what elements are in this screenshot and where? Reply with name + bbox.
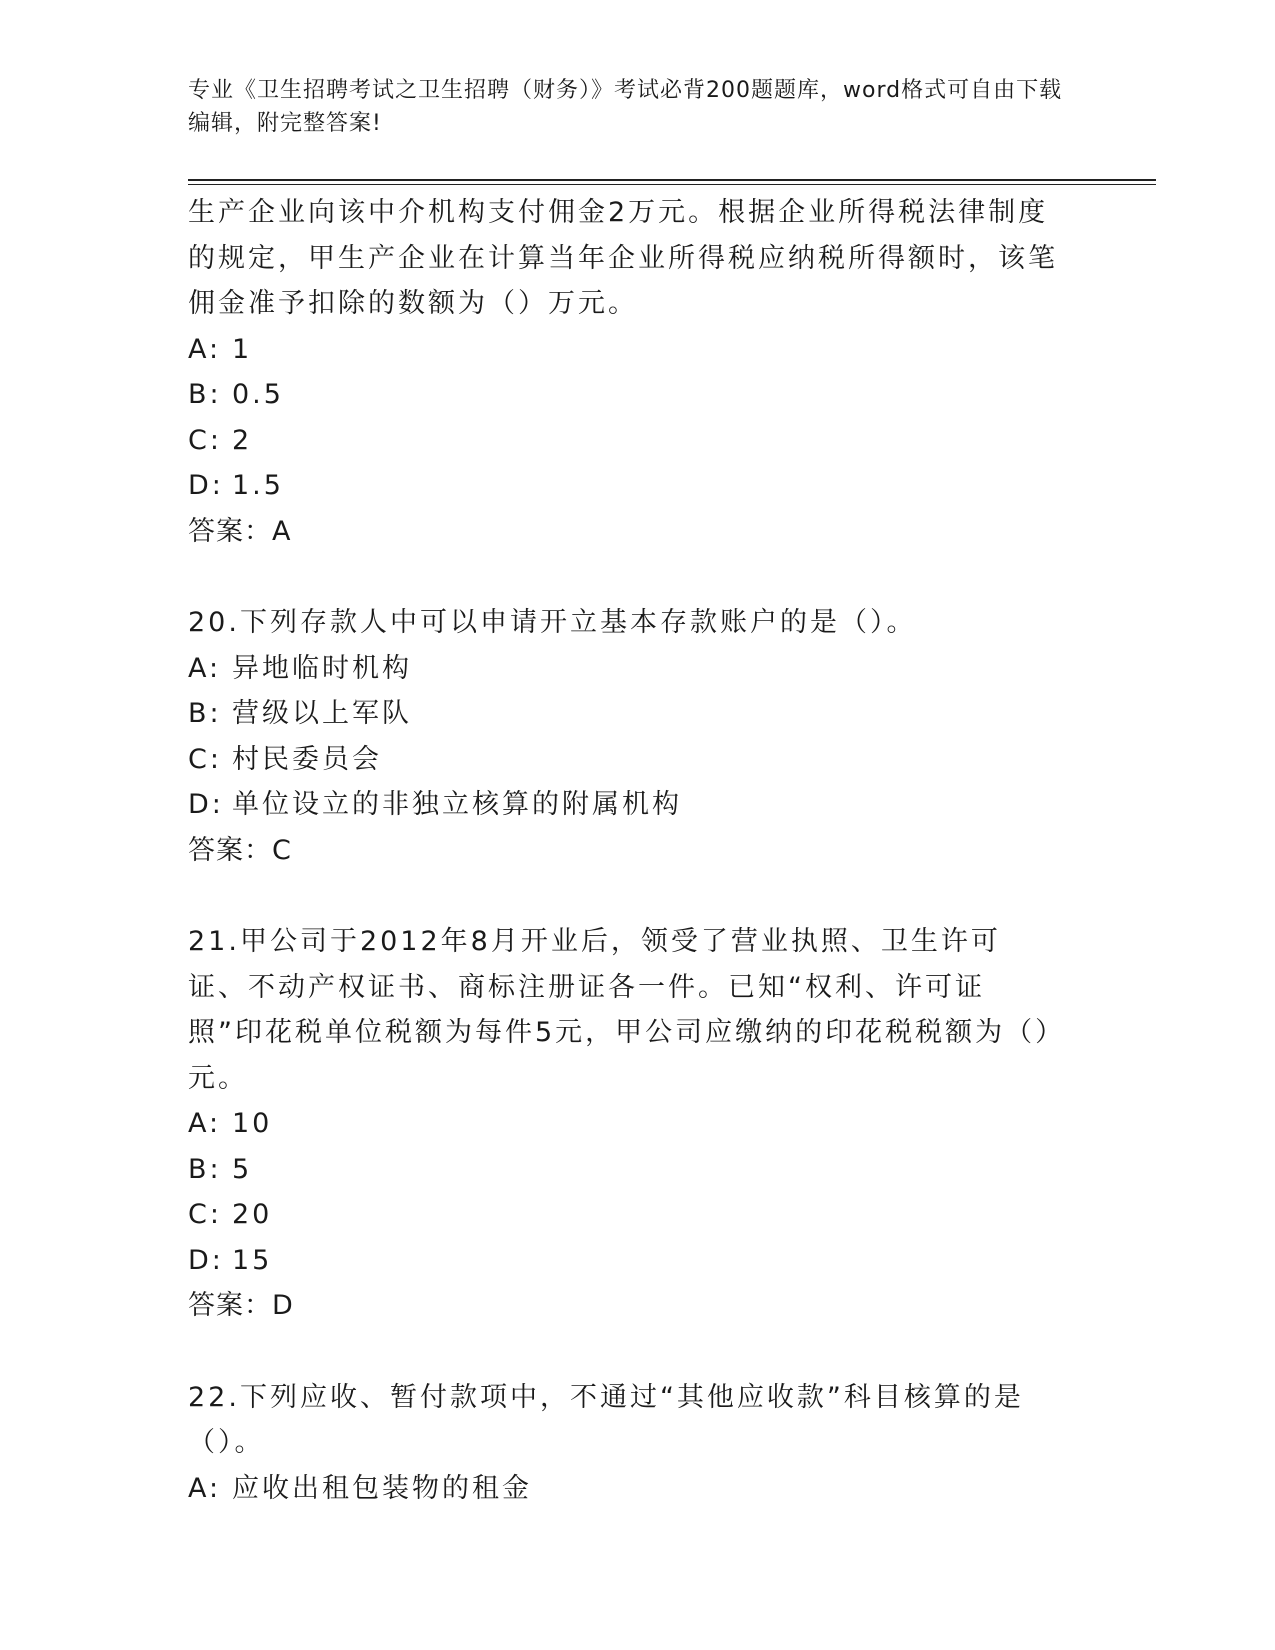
option-text: 营级以上军队 <box>232 698 412 729</box>
option-key: A: <box>188 1108 222 1139</box>
option-key: A: <box>188 333 222 365</box>
option-a <box>188 327 1058 373</box>
option-a <box>188 1101 1058 1147</box>
option-d <box>188 782 1058 828</box>
option-text: 2 <box>232 424 253 456</box>
option-text: 10 <box>232 1108 273 1139</box>
option-key: B: <box>188 698 222 729</box>
option-a <box>188 646 1058 692</box>
option-text: 0.5 <box>232 379 284 410</box>
option-b <box>188 372 1058 418</box>
option-c <box>188 418 1058 464</box>
option-key: A: <box>188 652 222 684</box>
option-text: 村民委员会 <box>232 743 382 775</box>
option-b <box>188 691 1058 737</box>
question-stem: 20.下列存款人中可以申请开立基本存款账户的是（）。 <box>188 607 917 638</box>
question-block <box>188 1375 1058 1512</box>
question-stem: 21.甲公司于2012年8月开业后，领受了营业执照、卫生许可证、不动产权证书、商标注册证各一件。已知“权利、许可证照”印花税单位税额为每件5元，甲公司应缴纳的印花税税额为（）元。 <box>188 926 1052 1094</box>
option-d <box>188 1238 1058 1284</box>
option-key: A: <box>188 1472 222 1504</box>
option-key: D: <box>188 470 224 501</box>
header-divider-thin <box>188 184 1156 185</box>
option-key: D: <box>188 1244 224 1276</box>
page-header <box>188 74 1068 140</box>
question-stem: 生产企业向该中介机构支付佣金2万元。根据企业所得税法律制度的规定，甲生产企业在计算当年企业所得税应纳税所得额时，该笔佣金准予扣除的数额为（）万元。 <box>188 197 1058 319</box>
option-text: 5 <box>232 1153 253 1185</box>
option-key: B: <box>188 1153 222 1185</box>
answer-line: 答案：A <box>188 515 292 547</box>
question-stem: 22.下列应收、暂付款项中，不通过“其他应收款”科目核算的是（）。 <box>188 1381 1024 1458</box>
header-title: 专业《卫生招聘考试之卫生招聘（财务）》考试必背200题题库，word格式可自由下载编辑，附完整答案! <box>188 78 1063 136</box>
question-block <box>188 190 1058 554</box>
question-block <box>188 919 1058 1329</box>
option-b <box>188 1147 1058 1193</box>
option-text: 1.5 <box>232 470 284 501</box>
option-text: 20 <box>232 1199 273 1230</box>
question-block <box>188 600 1058 873</box>
option-text: 15 <box>232 1244 273 1276</box>
header-divider-thick <box>188 179 1156 181</box>
option-a <box>188 1466 1058 1512</box>
option-key: D: <box>188 789 224 820</box>
option-text: 应收出租包装物的租金 <box>232 1472 532 1504</box>
answer-line: 答案：D <box>188 1290 294 1321</box>
answer-line: 答案：C <box>188 834 292 866</box>
option-key: C: <box>188 743 222 775</box>
question-list <box>188 190 1058 1511</box>
option-d <box>188 463 1058 509</box>
option-text: 1 <box>232 333 253 365</box>
option-text: 单位设立的非独立核算的附属机构 <box>232 789 682 820</box>
option-key: B: <box>188 379 222 410</box>
option-c <box>188 1192 1058 1238</box>
option-text: 异地临时机构 <box>232 652 412 684</box>
option-c <box>188 737 1058 783</box>
option-key: C: <box>188 424 222 456</box>
option-key: C: <box>188 1199 222 1230</box>
